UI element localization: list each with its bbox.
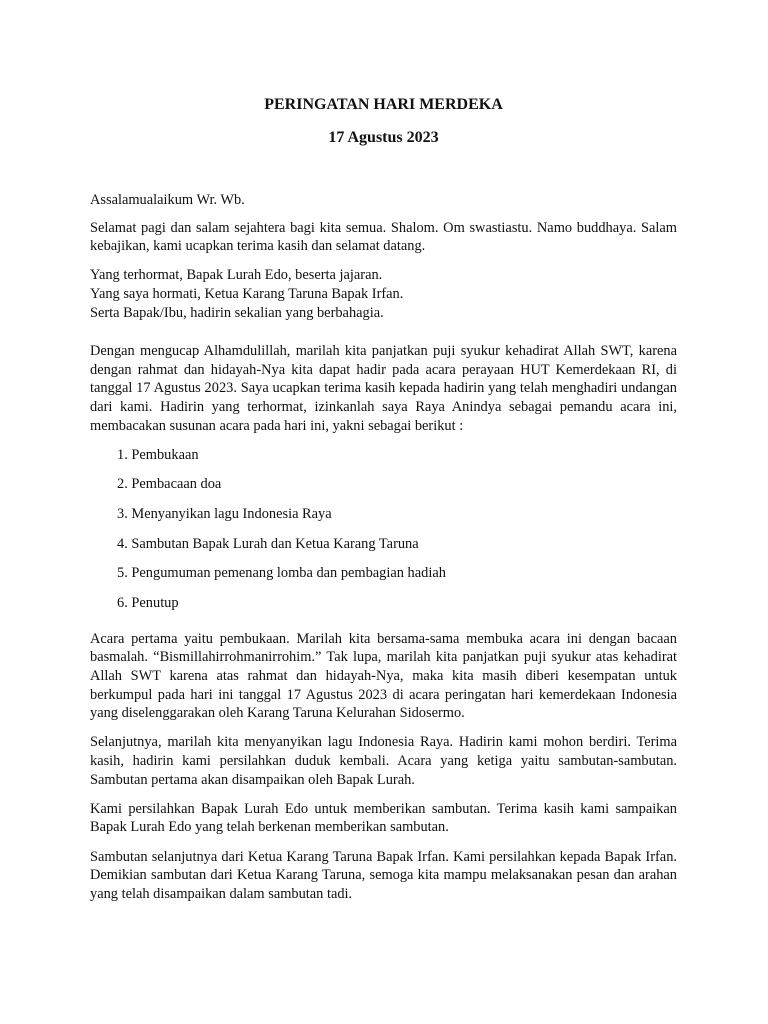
agenda-list [90, 446, 677, 624]
body-paragraph: Selanjutnya, marilah kita menyanyikan lagu Indonesia Raya. Hadirin kami mohon berdiri. Terima kasih, hadirin kami persilahkan duduk kembali. Acara yang ketiga yaitu sambutan-sambutan. Sambutan pertama akan disampaikan oleh Bapak Lurah. [90, 734, 677, 788]
agenda-item-text: Pembacaan doa [131, 476, 222, 493]
honorifics-block [90, 266, 677, 322]
honorific-line: Yang terhormat, Bapak Lurah Edo, beserta jajaran. [90, 267, 383, 284]
agenda-item-text: Menyanyikan lagu Indonesia Raya [131, 506, 332, 523]
welcome-paragraph: Selamat pagi dan salam sejahtera bagi kita semua. Shalom. Om swastiastu. Namo buddhaya. Salam kebajikan, kami ucapkan terima kasih dan selamat datang. [90, 219, 677, 255]
agenda-item-number: 4. [117, 535, 128, 552]
document-date: 17 Agustus 2023 [328, 129, 439, 146]
agenda-item [117, 564, 677, 594]
agenda-item-number: 2. [117, 476, 128, 493]
greeting-text: Assalamualaikum Wr. Wb. [90, 192, 245, 208]
agenda-item-text: Pembukaan [131, 446, 199, 463]
intro-paragraph: Dengan mengucap Alhamdulillah, marilah kita panjatkan puji syukur kehadirat Allah SWT, karena dengan rahmat dan hidayah-Nya kita dapat hadir pada acara perayaan HUT Kemerdekaan RI, di tanggal 17 Agustus 2023. Saya ucapkan terima kasih kepada hadirin yang telah menghadiri undangan dari kami. Hadirin yang terhormat, izinkanlah saya Raya Anindya sebagai pemandu acara ini, membacakan susunan acara pada hari ini, yakni sebagai berikut : [90, 343, 677, 434]
agenda-item [117, 505, 677, 535]
agenda-item-text: Sambutan Bapak Lurah dan Ketua Karang Taruna [131, 535, 419, 552]
agenda-item-number: 1. [117, 446, 128, 463]
agenda-item-number: 5. [117, 565, 128, 582]
agenda-item [117, 535, 677, 565]
agenda-item-text: Penutup [131, 595, 179, 612]
agenda-item [117, 446, 677, 476]
agenda-item-number: 3. [117, 506, 128, 523]
body-paragraph: Acara pertama yaitu pembukaan. Marilah kita bersama-sama membuka acara ini dengan bacaan basmalah. “Bismillahirrohmanirrohim.” Tak lupa, marilah kita panjatkan puji syukur atas kehadirat Allah SWT karena atas rahmat dan hidayah-Nya, maka kita masih diberi kesempatan untuk berkumpul pada hari ini tanggal 17 Agustus 2023 di acara peringatan hari kemerdekaan Indonesia yang diselenggarakan oleh Karang Taruna Kelurahan Sidosermo. [90, 630, 677, 722]
document-title: PERINGATAN HARI MERDEKA [264, 96, 503, 113]
body-paragraph: Kami persilahkan Bapak Lurah Edo untuk memberikan sambutan. Terima kasih kami sampaikan Bapak Lurah Edo yang telah berkenan memberikan sambutan. [90, 800, 677, 836]
document-body [90, 191, 677, 914]
honorific-line: Serta Bapak/Ibu, hadirin sekalian yang berbahagia. [90, 304, 384, 321]
agenda-item [117, 475, 677, 505]
agenda-item-number: 6. [117, 595, 128, 612]
agenda-item-text: Pengumuman pemenang lomba dan pembagian hadiah [131, 565, 446, 582]
body-paragraph: Sambutan selanjutnya dari Ketua Karang Taruna Bapak Irfan. Kami persilahkan kepada Bapak Irfan. Demikian sambutan dari Ketua Karang Taruna, semoga kita mampu melaksanakan pesan dan arahan yang telah disampaikan dalam sambutan tadi. [90, 848, 677, 902]
agenda-item [117, 594, 677, 624]
honorific-line: Yang saya hormati, Ketua Karang Taruna Bapak Irfan. [90, 285, 404, 302]
